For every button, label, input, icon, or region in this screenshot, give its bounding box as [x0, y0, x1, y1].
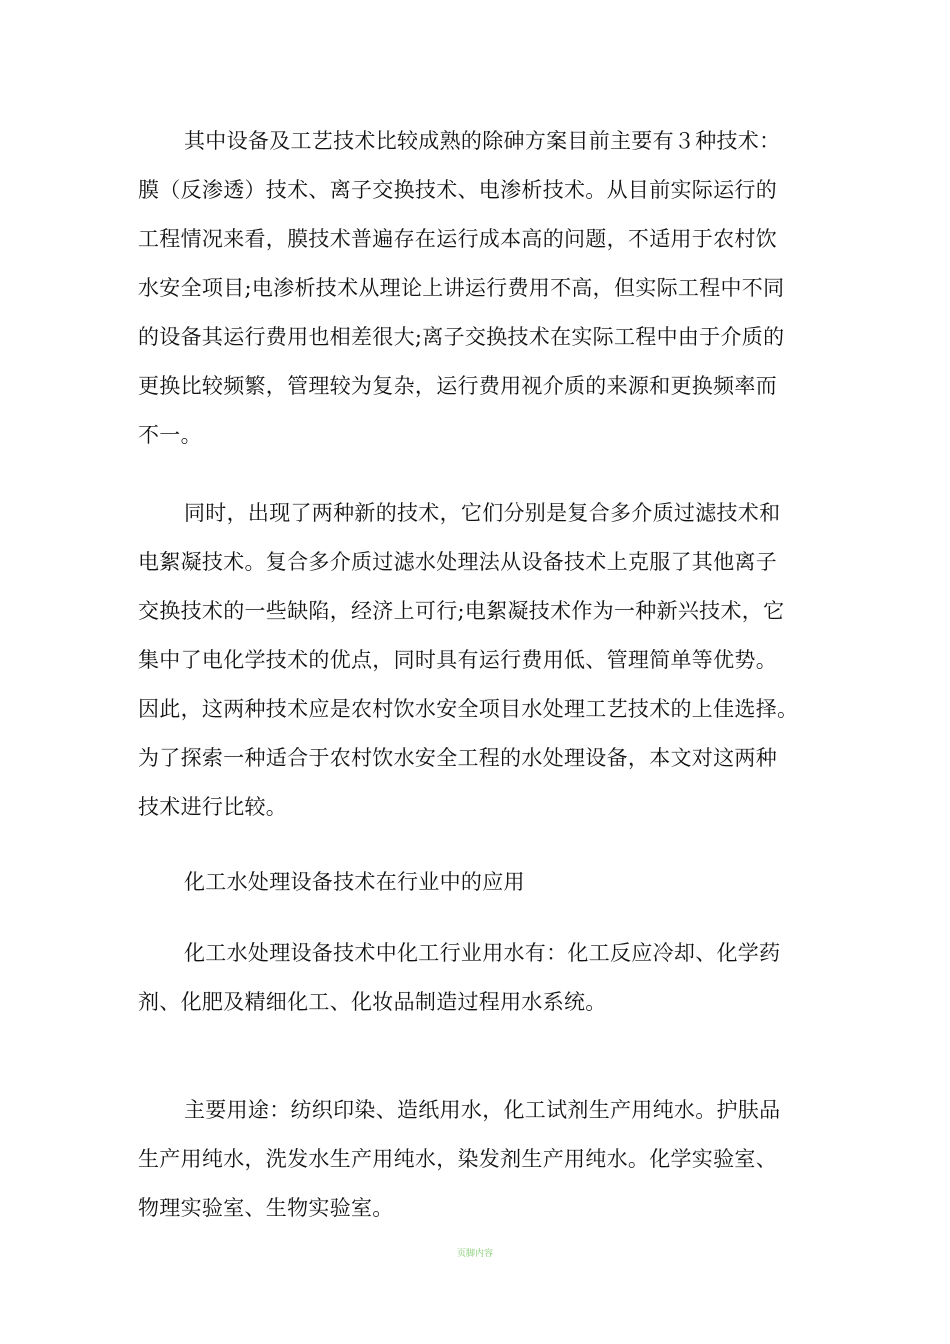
paragraph-line: 因此，这两种技术应是农村饮水安全项目水处理工艺技术的上佳选择。	[138, 697, 799, 721]
paragraph-line: 电絮凝技术。复合多介质过滤水处理法从设备技术上克服了其他离子	[138, 550, 777, 574]
paragraph-new-technologies	[138, 489, 818, 832]
paragraph-line: 交换技术的一些缺陷，经济上可行;电絮凝技术作为一种新兴技术，它	[138, 599, 785, 623]
paragraph-line: 同时，出现了两种新的技术，它们分别是复合多介质过滤技术和	[184, 501, 781, 525]
paragraph-line: 不一。	[138, 423, 202, 447]
paragraph-line: 膜（反渗透）技术、离子交换技术、电渗析技术。从目前实际运行的	[138, 178, 777, 202]
paragraph-line: 工程情况来看，膜技术普遍存在运行成本高的问题，不适用于农村饮	[138, 227, 777, 251]
paragraph-chemical-industry-water	[138, 929, 818, 1027]
paragraph-line: 水安全项目;电渗析技术从理论上讲运行费用不高，但实际工程中不同	[138, 276, 785, 300]
paragraph-line: 更换比较频繁，管理较为复杂，运行费用视介质的来源和更换频率而	[138, 374, 777, 398]
paragraph-line: 物理实验室、生物实验室。	[138, 1196, 394, 1220]
paragraph-line: 为了探索一种适合于农村饮水安全工程的水处理设备，本文对这两种	[138, 746, 777, 770]
paragraph-line: 化工水处理设备技术中化工行业用水有：化工反应冷却、化学药	[184, 941, 781, 965]
paragraph-line: 剂、化肥及精细化工、化妆品制造过程用水系统。	[138, 990, 607, 1014]
paragraph-line: 其中设备及工艺技术比较成熟的除砷方案目前主要有３种技术：	[184, 129, 781, 153]
paragraph-line: 集中了电化学技术的优点，同时具有运行费用低、管理简单等优势。	[138, 648, 777, 672]
page-footer: 页脚内容	[457, 1249, 494, 1259]
section-heading-text: 化工水处理设备技术在行业中的应用	[184, 870, 525, 894]
section-heading	[138, 858, 818, 907]
paragraph-line: 技术进行比较。	[138, 795, 288, 819]
paragraph-line: 主要用途：纺织印染、造纸用水，化工试剂生产用纯水。护肤品	[184, 1098, 781, 1122]
paragraph-arsenic-removal	[138, 117, 818, 460]
paragraph-main-uses	[138, 1086, 818, 1233]
paragraph-line: 的设备其运行费用也相差很大;离子交换技术在实际工程中由于介质的	[138, 325, 785, 349]
paragraph-line: 生产用纯水，洗发水生产用纯水，染发剂生产用纯水。化学实验室、	[138, 1147, 777, 1171]
